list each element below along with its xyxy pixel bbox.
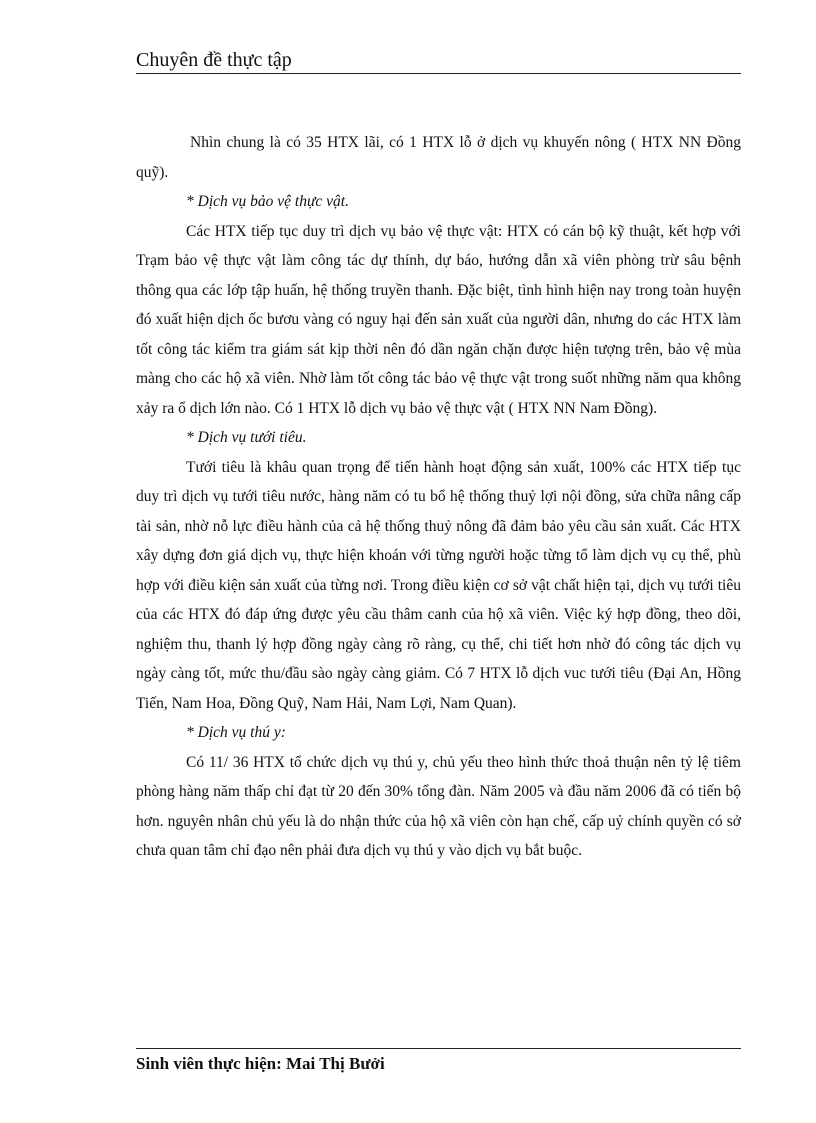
section-heading-veterinary: * Dịch vụ thú y:	[186, 724, 286, 741]
page-footer	[136, 1048, 741, 1077]
page-header	[136, 47, 741, 74]
section-heading-irrigation: * Dịch vụ tưới tiêu.	[186, 429, 307, 446]
paragraph-irrigation: Tưới tiêu là khâu quan trọng để tiến hành hoạt động sản xuất, 100% các HTX tiếp tục duy trì dịch vụ tưới tiêu nước, hàng năm có tu bổ hệ thống thuỷ lợi nội đồng, sửa chữa nâng cấp tài sản, nhờ nỗ lực điều hành của cả hệ thống thuỷ nông đã đảm bảo yêu cầu sản xuất. Các HTX xây dựng đơn giá dịch vụ, thực hiện khoán với từng người hoặc từng tổ làm dịch vụ cụ thể, phù hợp với điều kiện sản xuất của từng nơi. Trong điều kiện cơ sở vật chất hiện tại, dịch vụ tưới tiêu của các HTX đó đáp ứng được yêu cầu thâm canh của hộ xã viên. Việc ký hợp đồng, theo dõi, nghiệm thu, thanh lý hợp đồng ngày càng rõ ràng, cụ thể, chi tiết hơn nhờ đó công tác dịch vụ ngày càng tốt, mức thu/đầu sào ngày càng giảm. Có 7 HTX lỗ dịch vuc tưới tiêu (Đại An, Hồng Tiến, Nam Hoa, Đồng Quỹ, Nam Hải, Nam Lợi, Nam Quan).	[136, 458, 741, 712]
paragraph-veterinary: Có 11/ 36 HTX tổ chức dịch vụ thú y, chủ yếu theo hình thức thoả thuận nên tỷ lệ tiêm phòng hàng năm thấp chỉ đạt từ 20 đến 30% tổng đàn. Năm 2005 và đầu năm 2006 đã có tiến bộ hơn. nguyên nhân chủ yếu là do nhận thức của hộ xã viên còn hạn chế, cấp uỷ chính quyền có sở chưa quan tâm chỉ đạo nên phải đưa dịch vụ thú y vào dịch vụ bắt buộc.	[136, 753, 741, 859]
section-heading-plant-protection: * Dịch vụ bảo vệ thực vật.	[186, 193, 349, 210]
document-body	[136, 128, 741, 866]
footer-author: Sinh viên thực hiện: Mai Thị Bưởi	[136, 1054, 385, 1073]
paragraph-plant-protection: Các HTX tiếp tục duy trì dịch vụ bảo vệ thực vật: HTX có cán bộ kỹ thuật, kết hợp với Trạm bảo vệ thực vật làm công tác dự thính, dự báo, hướng dẫn xã viên phòng trừ sâu bệnh thông qua các lớp tập huấn, hệ thống truyền thanh. Đặc biệt, tình hình hiện nay trong toàn huyện đó xuất hiện dịch ốc bươu vàng có nguy hại đến sản xuất của người dân, nhưng do các HTX làm tốt công tác kiểm tra giám sát kịp thời nên đó dần ngăn chặn được hiện tượng trên, bảo vệ mùa màng cho các hộ xã viên. Nhờ làm tốt công tác bảo vệ thực vật trong suốt những năm qua không xảy ra ổ dịch lớn nào. Có 1 HTX lỗ dịch vụ bảo vệ thực vật ( HTX NN Nam Đồng).	[136, 222, 741, 417]
header-title: Chuyên đề thực tập	[136, 49, 292, 71]
paragraph-summary: Nhìn chung là có 35 HTX lãi, có 1 HTX lỗ ở dịch vụ khuyến nông ( HTX NN Đồng quỹ).	[136, 134, 741, 181]
